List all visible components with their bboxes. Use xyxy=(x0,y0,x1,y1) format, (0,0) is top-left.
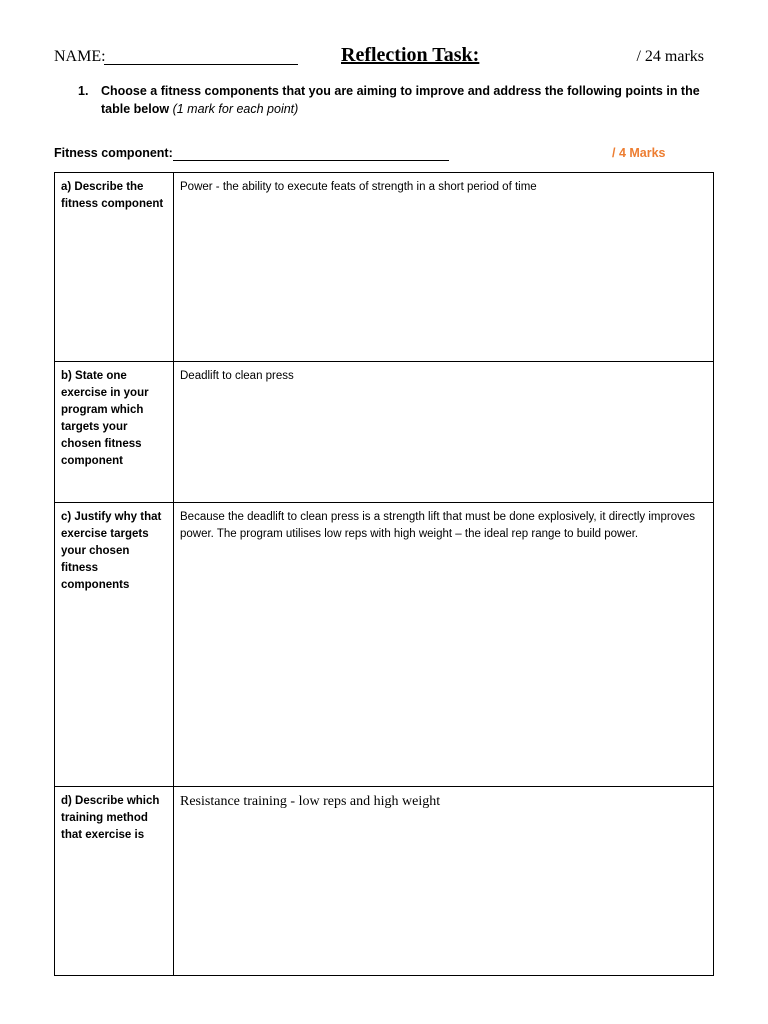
answer-table xyxy=(54,172,714,976)
question-text-block xyxy=(101,82,708,118)
answer-cell[interactable]: Power - the ability to execute feats of strength in a short period of time xyxy=(174,173,714,362)
question-text: Choose a fitness components that you are aiming to improve and address the following points in the table below xyxy=(101,84,700,116)
answer-cell[interactable]: Resistance training - low reps and high weight xyxy=(174,787,714,976)
fitness-component-row xyxy=(54,146,674,164)
prompt-cell: a) Describe the fitness component xyxy=(55,173,174,362)
prompt-cell: d) Describe which training method that exercise is xyxy=(55,787,174,976)
answer-cell[interactable]: Because the deadlift to clean press is a strength lift that must be done explosively, it directly improves power. The program utilises low reps with high weight – the ideal rep range to build power. xyxy=(174,503,714,787)
table-row xyxy=(55,787,714,976)
component-marks: / 4 Marks xyxy=(612,146,666,160)
fitness-component-blank-line[interactable] xyxy=(173,160,449,161)
name-blank-line[interactable] xyxy=(104,64,298,65)
answer-cell[interactable]: Deadlift to clean press xyxy=(174,362,714,503)
worksheet-header xyxy=(54,44,704,70)
question-mark-note: (1 mark for each point) xyxy=(172,102,299,116)
prompt-cell: b) State one exercise in your program which targets your chosen fitness component xyxy=(55,362,174,503)
reflection-table xyxy=(54,172,714,976)
name-label: NAME: xyxy=(54,48,106,65)
question-number: 1. xyxy=(78,84,89,98)
prompt-cell: c) Justify why that exercise targets your chosen fitness components xyxy=(55,503,174,787)
table-row xyxy=(55,362,714,503)
table-row xyxy=(55,503,714,787)
page-title: Reflection Task: xyxy=(341,44,480,66)
fitness-component-label: Fitness component: xyxy=(54,146,173,160)
total-marks: / 24 marks xyxy=(636,48,704,65)
table-row xyxy=(55,173,714,362)
question-instruction xyxy=(78,82,708,118)
